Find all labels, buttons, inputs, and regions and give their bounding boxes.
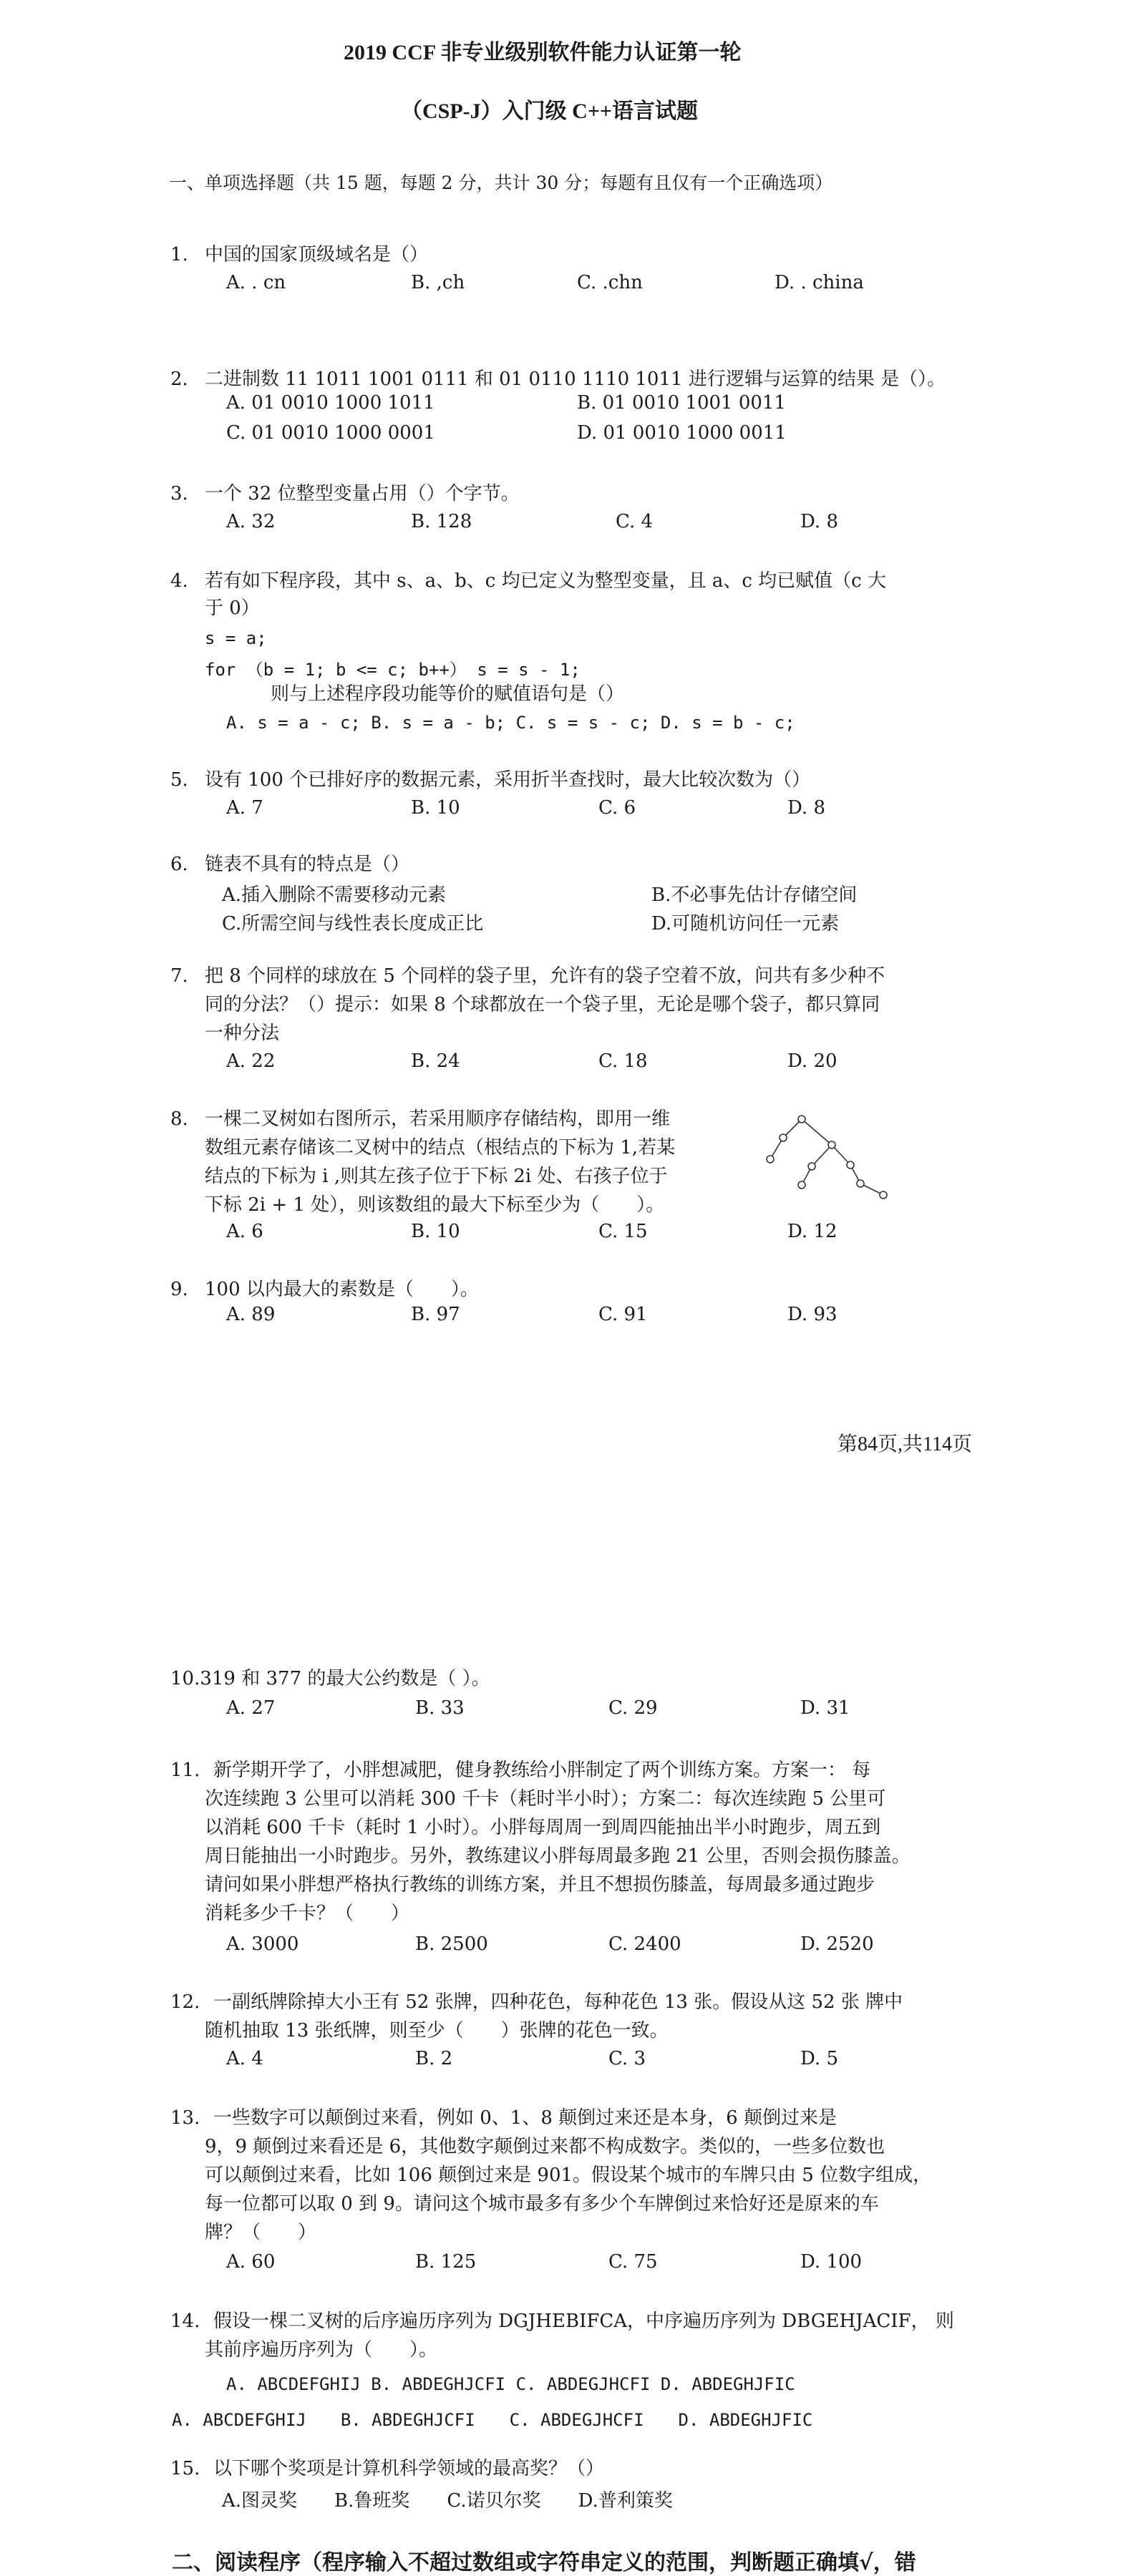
- option-c: C. 15: [598, 1221, 648, 1242]
- question-text-continued: 9，9 颠倒过来看还是 6，其他数字颠倒过来都不构成数字。类似的，一些多位数也: [205, 2136, 885, 2157]
- question-text: 以下哪个奖项是计算机科学领域的最高奖？（）: [213, 2458, 605, 2479]
- question-text: 若有如下程序段，其中 s、a、b、c 均已定义为整型变量，且 a、c 均已赋值（c 大: [205, 570, 886, 592]
- option-a: A. 3000: [226, 1933, 299, 1955]
- option-c: C. 18: [598, 1050, 648, 1072]
- question-2: [170, 365, 946, 394]
- question-text: 把 8 个同样的球放在 5 个同样的袋子里，允许有的袋子空着不放，问共有多少种不: [205, 965, 885, 987]
- option-c: C. 2400: [608, 1933, 681, 1955]
- question-text: 一副纸牌除掉大小王有 52 张牌，四种花色，每种花色 13 张。假设从这 52 张 牌中: [213, 1991, 903, 2013]
- option-a: A.插入删除不需要移动元素: [222, 884, 447, 906]
- option-c: C. 01 0010 1000 0001: [226, 422, 435, 444]
- option-a: A. 6: [226, 1221, 263, 1242]
- question-text: 一些数字可以颠倒过来看，例如 0、1、8 颠倒过来还是本身，6 颠倒过来是: [213, 2107, 837, 2129]
- option-a: A. 89: [226, 1304, 276, 1325]
- question-15: [170, 2454, 604, 2483]
- option-a: A. 32: [226, 511, 276, 532]
- exam-title: 2019 CCF 非专业级别软件能力认证第一轮: [344, 41, 742, 64]
- question-text: 100 以内最大的素数是（ ）。: [205, 1279, 479, 1300]
- option-d: D. 20: [787, 1050, 838, 1072]
- option-d: D. 2520: [800, 1933, 874, 1955]
- question-4: [170, 567, 886, 595]
- question-number: 3.: [170, 483, 188, 504]
- option-c: C. 3: [608, 2048, 646, 2069]
- question-3: [170, 479, 520, 508]
- question-number: 14.: [170, 2311, 200, 2332]
- option-a: A. 27: [226, 1697, 276, 1719]
- option-b: B. 01 0010 1001 0011: [577, 392, 787, 414]
- option-c: C. 75: [608, 2251, 658, 2273]
- option-d: D. 100: [800, 2251, 863, 2273]
- option-b: B. 125: [415, 2251, 477, 2273]
- option-b: B. 10: [411, 797, 460, 819]
- question-number: 11.: [170, 1760, 200, 1781]
- question-text-continued: 以消耗 600 千卡（耗时 1 小时）。小胖每周周一到周四能抽出半小时跑步，周五到: [205, 1817, 881, 1838]
- question-text: 假设一棵二叉树的后序遍历序列为 DGJHEBIFCA，中序遍历序列为 DBGEHJACIF， 则: [213, 2311, 954, 2332]
- question-12: [170, 1988, 903, 2016]
- options-line: A. ABCDEFGHIJ B. ABDEGHJCFI C. ABDEGJHCFI D. ABDEGHJFIC: [172, 2410, 813, 2430]
- question-number: 13.: [170, 2107, 200, 2129]
- option-d: D. 12: [787, 1221, 838, 1242]
- question-number: 6.: [170, 854, 188, 875]
- question-6: [170, 850, 409, 879]
- question-9: [170, 1275, 479, 1304]
- question-text-continued: 下标 2i + 1 处），则该数组的最大下标至少为（ ）。: [205, 1194, 665, 1216]
- code-line: s = a;: [205, 628, 267, 648]
- option-b: B. 10: [411, 1221, 460, 1242]
- option-b: B.不必事先估计存储空间: [651, 884, 858, 906]
- question-number: 15.: [170, 2458, 200, 2479]
- question-text-continued: 每一位都可以取 0 到 9。请问这个城市最多有多少个车牌倒过来恰好还是原来的车: [205, 2193, 879, 2215]
- question-text: 一个 32 位整型变量占用（）个字节。: [205, 483, 520, 504]
- question-text: 链表不具有的特点是（）: [205, 854, 410, 875]
- option-d: D. 01 0010 1000 0011: [577, 422, 787, 444]
- question-text-continued: 则与上述程序段功能等价的赋值语句是（）: [271, 683, 625, 705]
- question-text-continued: 其前序遍历序列为（ ）。: [205, 2339, 438, 2361]
- exam-subtitle: （CSP-J）入门级 C++语言试题: [401, 99, 699, 123]
- question-1: [170, 240, 428, 269]
- option-d: D. 5: [800, 2048, 838, 2069]
- question-number: 8.: [170, 1108, 188, 1130]
- question-text-continued: 随机抽取 13 张纸牌，则至少（ ）张牌的花色一致。: [205, 2020, 669, 2041]
- question-text: 新学期开学了，小胖想减肥，健身教练给小胖制定了两个训练方案。方案一： 每: [213, 1760, 871, 1781]
- question-number: 9.: [170, 1279, 188, 1300]
- option-d: D. 8: [800, 511, 838, 532]
- question-text: 二进制数 11 1011 1001 0111 和 01 0110 1110 1011 进行逻辑与运算的结果 是（）。: [205, 369, 946, 390]
- question-number: 4.: [170, 570, 188, 592]
- question-number: 2.: [170, 369, 188, 390]
- question-text-continued: 周日能抽出一小时跑步。另外，教练建议小胖每周最多跑 21 公里，否则会损伤膝盖。: [205, 1845, 911, 1867]
- option-c: C. 91: [598, 1304, 648, 1325]
- question-text: 一棵二叉树如右图所示，若采用顺序存储结构，即用一维: [205, 1108, 671, 1130]
- question-text: 设有 100 个已排好序的数据元素，采用折半查找时，最大比较次数为（）: [205, 769, 811, 791]
- option-a: A. 60: [226, 2251, 276, 2273]
- question-7: [170, 962, 885, 990]
- question-text-continued: 于 0）: [205, 597, 260, 619]
- question-8: [170, 1105, 670, 1133]
- option-b: B. ,ch: [411, 272, 465, 293]
- option-d: D.可随机访问任一元素: [651, 913, 840, 935]
- question-number: 5.: [170, 769, 188, 791]
- option-b: B. 33: [415, 1697, 465, 1719]
- option-c: C.所需空间与线性表长度成正比: [222, 913, 484, 935]
- question-text-continued: 同的分法？（）提示：如果 8 个球都放在一个袋子里，无论是哪个袋子，都只算同: [205, 994, 880, 1015]
- option-d: D. 31: [800, 1697, 850, 1719]
- option-d: D. 93: [787, 1304, 838, 1325]
- option-d: D. 8: [787, 797, 825, 819]
- option-b: B. 2: [415, 2048, 453, 2069]
- page-number: 第84页,共114页: [838, 1433, 972, 1455]
- options-line: A.图灵奖 B.鲁班奖 C.诺贝尔奖 D.普利策奖: [222, 2490, 673, 2512]
- question-number: 7.: [170, 965, 188, 987]
- question-5: [170, 766, 810, 794]
- question-text-continued: 结点的下标为 i ,则其左孩子位于下标 2i 处、右孩子位于: [205, 1166, 668, 1187]
- question-text-continued: 牌？（ ）: [205, 2222, 317, 2243]
- option-b: B. 128: [411, 511, 472, 532]
- option-a: A. 7: [226, 797, 263, 819]
- option-a: A. 22: [226, 1050, 276, 1072]
- options-line: A. ABCDEFGHIJ B. ABDEGHJCFI C. ABDEGJHCFI D. ABDEGHJFIC: [226, 2374, 795, 2394]
- question-14: [170, 2307, 954, 2336]
- question-text-continued: 数组元素存储该二叉树中的结点（根结点的下标为 1,若某: [205, 1137, 676, 1158]
- question-text-continued: 可以颠倒过来看，比如 106 颠倒过来是 901。假设某个城市的车牌只由 5 位数字组成，: [205, 2165, 932, 2186]
- section-heading-choice: 一、单项选择题（共 15 题，每题 2 分，共计 30 分；每题有且仅有一个正确选项）: [169, 172, 833, 193]
- question-11: [170, 1756, 870, 1785]
- option-b: B. 24: [411, 1050, 460, 1072]
- question-text-continued: 次连续跑 3 公里可以消耗 300 千卡（耗时半小时）；方案二：每次连续跑 5 公里可: [205, 1788, 886, 1810]
- option-c: C. 6: [598, 797, 636, 819]
- option-a: A. 01 0010 1000 1011: [226, 392, 435, 414]
- option-b: B. 2500: [415, 1933, 488, 1955]
- question-text-continued: 请问如果小胖想严格执行教练的训练方案，并且不想损伤膝盖，每周最多通过跑步: [205, 1874, 875, 1896]
- question-number: 1.: [170, 244, 188, 265]
- option-b: B. 97: [411, 1304, 460, 1325]
- options-line: A. s = a - c; B. s = a - b; C. s = s - c; D. s = b - c;: [226, 713, 795, 733]
- code-line: for （b = 1; b <= c; b++） s = s - 1;: [205, 660, 581, 680]
- option-d: D. . china: [775, 272, 864, 293]
- option-c: C. 4: [616, 511, 654, 532]
- option-a: A. . cn: [226, 272, 286, 293]
- question-number: 12.: [170, 1991, 200, 2013]
- option-a: A. 4: [226, 2048, 263, 2069]
- question-13: [170, 2104, 837, 2132]
- question-10: 10.319 和 377 的最大公约数是（ ）。: [170, 1668, 490, 1689]
- question-text: 中国的国家顶级域名是（）: [205, 244, 429, 265]
- option-c: C. 29: [608, 1697, 658, 1719]
- section-heading-reading: 二、阅读程序（程序输入不超过数组或字符串定义的范围，判断题正确填√，错: [172, 2550, 916, 2575]
- question-text-continued: 消耗多少千卡？（ ）: [205, 1903, 410, 1924]
- binary-tree-figure: [752, 1106, 902, 1206]
- question-text-continued: 一种分法: [205, 1023, 280, 1044]
- option-c: C. .chn: [577, 272, 643, 293]
